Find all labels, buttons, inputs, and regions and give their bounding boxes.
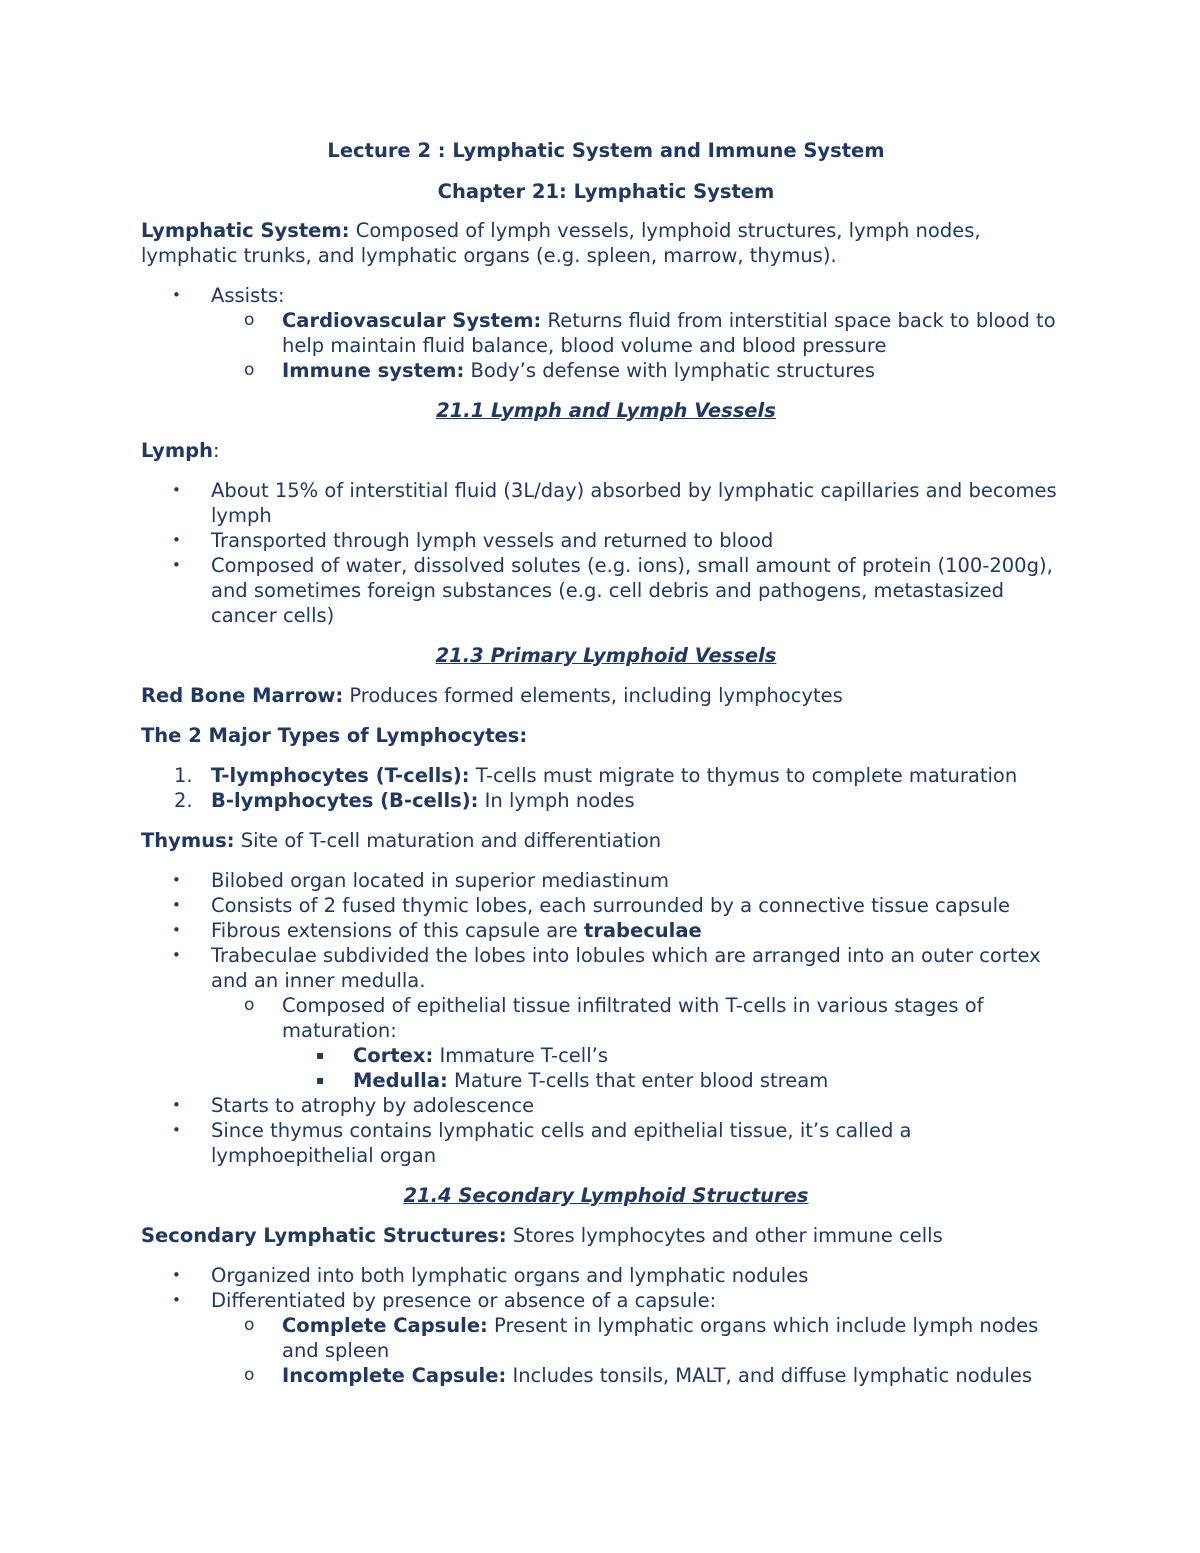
list-item-text: Differentiated by presence or absence of a capsule: xyxy=(211,1289,717,1312)
heading-text: The 2 Major Types of Lymphocytes: xyxy=(141,724,528,747)
list-item xyxy=(141,1043,1071,1068)
lymphatic-system-definition xyxy=(141,218,1071,268)
secondary-structures-definition xyxy=(141,1223,1071,1248)
bullet-marker: • xyxy=(172,1121,181,1139)
thymus-definition xyxy=(141,828,1071,853)
list-item-text: About 15% of interstitial fluid (3L/day) absorbed by lymphatic capillaries and becomes lymph xyxy=(211,479,1057,527)
list-item xyxy=(141,918,1071,943)
section-heading-21-1: 21.1 Lymph and Lymph Vessels xyxy=(436,399,776,422)
lymphocyte-types-heading xyxy=(141,723,1071,748)
term-immune-system: Immune system: xyxy=(282,359,465,382)
circle-marker: o xyxy=(244,1315,255,1335)
lymph-list xyxy=(141,478,1071,628)
bullet-marker: • xyxy=(172,921,181,939)
list-item xyxy=(141,1263,1071,1288)
list-item-text: Trabeculae subdivided the lobes into lobules which are arranged into an outer cortex and an inner medulla. xyxy=(211,944,1041,992)
thymus-list xyxy=(141,868,1071,1168)
list-item-text: Composed of water, dissolved solutes (e.g. ions), small amount of protein (100-200g), and sometimes foreign substances (e.g. cell debris and pathogens, metastasized cancer cells) xyxy=(211,554,1053,627)
list-item xyxy=(141,868,1071,893)
list-item xyxy=(141,1363,1071,1388)
term-t-lymphocytes: T-lymphocytes (T-cells): xyxy=(211,764,470,787)
bullet-marker: • xyxy=(172,556,181,574)
section-heading-21-3: 21.3 Primary Lymphoid Vessels xyxy=(435,644,777,667)
assists-list xyxy=(141,283,1071,383)
list-item-text: Fibrous extensions of this capsule are xyxy=(211,919,584,942)
list-item xyxy=(141,478,1071,528)
list-item xyxy=(141,943,1071,993)
list-item xyxy=(141,1068,1071,1093)
bullet-marker: • xyxy=(172,531,181,549)
term-lymphatic-system: Lymphatic System: xyxy=(141,219,350,242)
list-item xyxy=(141,553,1071,628)
list-item xyxy=(141,788,1071,813)
list-item-text: Transported through lymph vessels and returned to blood xyxy=(211,529,774,552)
term-secondary-lymphatic-structures: Secondary Lymphatic Structures: xyxy=(141,1224,507,1247)
list-item xyxy=(141,358,1071,383)
list-item xyxy=(141,308,1071,358)
bullet-marker: • xyxy=(172,1291,181,1309)
list-item-text: Mature T-cells that enter blood stream xyxy=(447,1069,829,1092)
bullet-marker: • xyxy=(172,871,181,889)
definition-text: Site of T-cell maturation and differentiation xyxy=(234,829,662,852)
list-item-text: Starts to atrophy by adolescence xyxy=(211,1094,535,1117)
term-b-lymphocytes: B-lymphocytes (B-cells): xyxy=(211,789,479,812)
list-item-text: Composed of epithelial tissue infiltrated with T-cells in various stages of maturation: xyxy=(282,994,984,1042)
list-item xyxy=(141,1093,1071,1118)
term-lymph: Lymph xyxy=(141,439,213,462)
list-item xyxy=(141,993,1071,1043)
number-marker: 2. xyxy=(174,789,193,812)
list-item-text: Immature T-cell’s xyxy=(433,1044,608,1067)
list-item-text: Returns fluid from interstitial space back to blood to help maintain fluid balance, blood volume and blood pressure xyxy=(282,309,1056,357)
number-marker: 1. xyxy=(174,764,193,787)
red-bone-marrow-definition xyxy=(141,683,1071,708)
document-body xyxy=(141,138,1071,1403)
list-item-text: In lymph nodes xyxy=(478,789,635,812)
list-item-text: Body’s defense with lymphatic structures xyxy=(464,359,876,382)
list-item-text: Present in lymphatic organs which include lymph nodes and spleen xyxy=(282,1314,1039,1362)
lecture-title: Lecture 2 : Lymphatic System and Immune System xyxy=(327,139,885,162)
list-item xyxy=(141,1313,1071,1363)
list-item xyxy=(141,528,1071,553)
definition-text: Stores lymphocytes and other immune cells xyxy=(506,1224,943,1247)
circle-marker: o xyxy=(244,1365,255,1385)
bullet-marker: • xyxy=(172,481,181,499)
circle-marker: o xyxy=(244,995,255,1015)
list-item-text: Includes tonsils, MALT, and diffuse lymphatic nodules xyxy=(506,1364,1032,1387)
definition-text: Composed of lymph vessels, lymphoid structures, lymph nodes, lymphatic trunks, and lymphatic organs (e.g. spleen, marrow, thymus). xyxy=(141,219,981,267)
secondary-structures-list xyxy=(141,1263,1071,1388)
list-item-text: Assists: xyxy=(211,284,285,307)
term-trabeculae: trabeculae xyxy=(583,919,702,942)
term-incomplete-capsule: Incomplete Capsule: xyxy=(282,1364,507,1387)
bullet-marker: • xyxy=(172,1096,181,1114)
term-medulla: Medulla: xyxy=(353,1069,448,1092)
list-item xyxy=(141,283,1071,308)
bullet-marker: • xyxy=(172,946,181,964)
bullet-marker: • xyxy=(172,1266,181,1284)
list-item-text: Bilobed organ located in superior mediastinum xyxy=(211,869,669,892)
list-item xyxy=(141,1118,1071,1168)
term-complete-capsule: Complete Capsule: xyxy=(282,1314,488,1337)
list-item-text: T-cells must migrate to thymus to complete maturation xyxy=(469,764,1018,787)
lymph-label xyxy=(141,438,1071,463)
square-marker: ▪ xyxy=(316,1048,325,1062)
definition-text: Produces formed elements, including lymphocytes xyxy=(343,684,843,707)
term-thymus: Thymus: xyxy=(141,829,235,852)
list-item-text: Consists of 2 fused thymic lobes, each surrounded by a connective tissue capsule xyxy=(211,894,1011,917)
list-item-text: Organized into both lymphatic organs and lymphatic nodules xyxy=(211,1264,809,1287)
term-red-bone-marrow: Red Bone Marrow: xyxy=(141,684,344,707)
square-marker: ▪ xyxy=(316,1073,325,1087)
circle-marker: o xyxy=(244,310,255,330)
term-cortex: Cortex: xyxy=(353,1044,434,1067)
bullet-marker: • xyxy=(172,896,181,914)
bullet-marker: • xyxy=(172,286,181,304)
list-item xyxy=(141,1288,1071,1313)
list-item xyxy=(141,893,1071,918)
circle-marker: o xyxy=(244,360,255,380)
colon: : xyxy=(212,439,220,462)
list-item xyxy=(141,763,1071,788)
term-cardiovascular-system: Cardiovascular System: xyxy=(282,309,542,332)
chapter-title: Chapter 21: Lymphatic System xyxy=(437,180,775,203)
list-item-text: Since thymus contains lymphatic cells and epithelial tissue, it’s called a lymphoepithelial organ xyxy=(211,1119,912,1167)
lymphocyte-types-list xyxy=(141,763,1071,813)
section-heading-21-4: 21.4 Secondary Lymphoid Structures xyxy=(403,1184,809,1207)
